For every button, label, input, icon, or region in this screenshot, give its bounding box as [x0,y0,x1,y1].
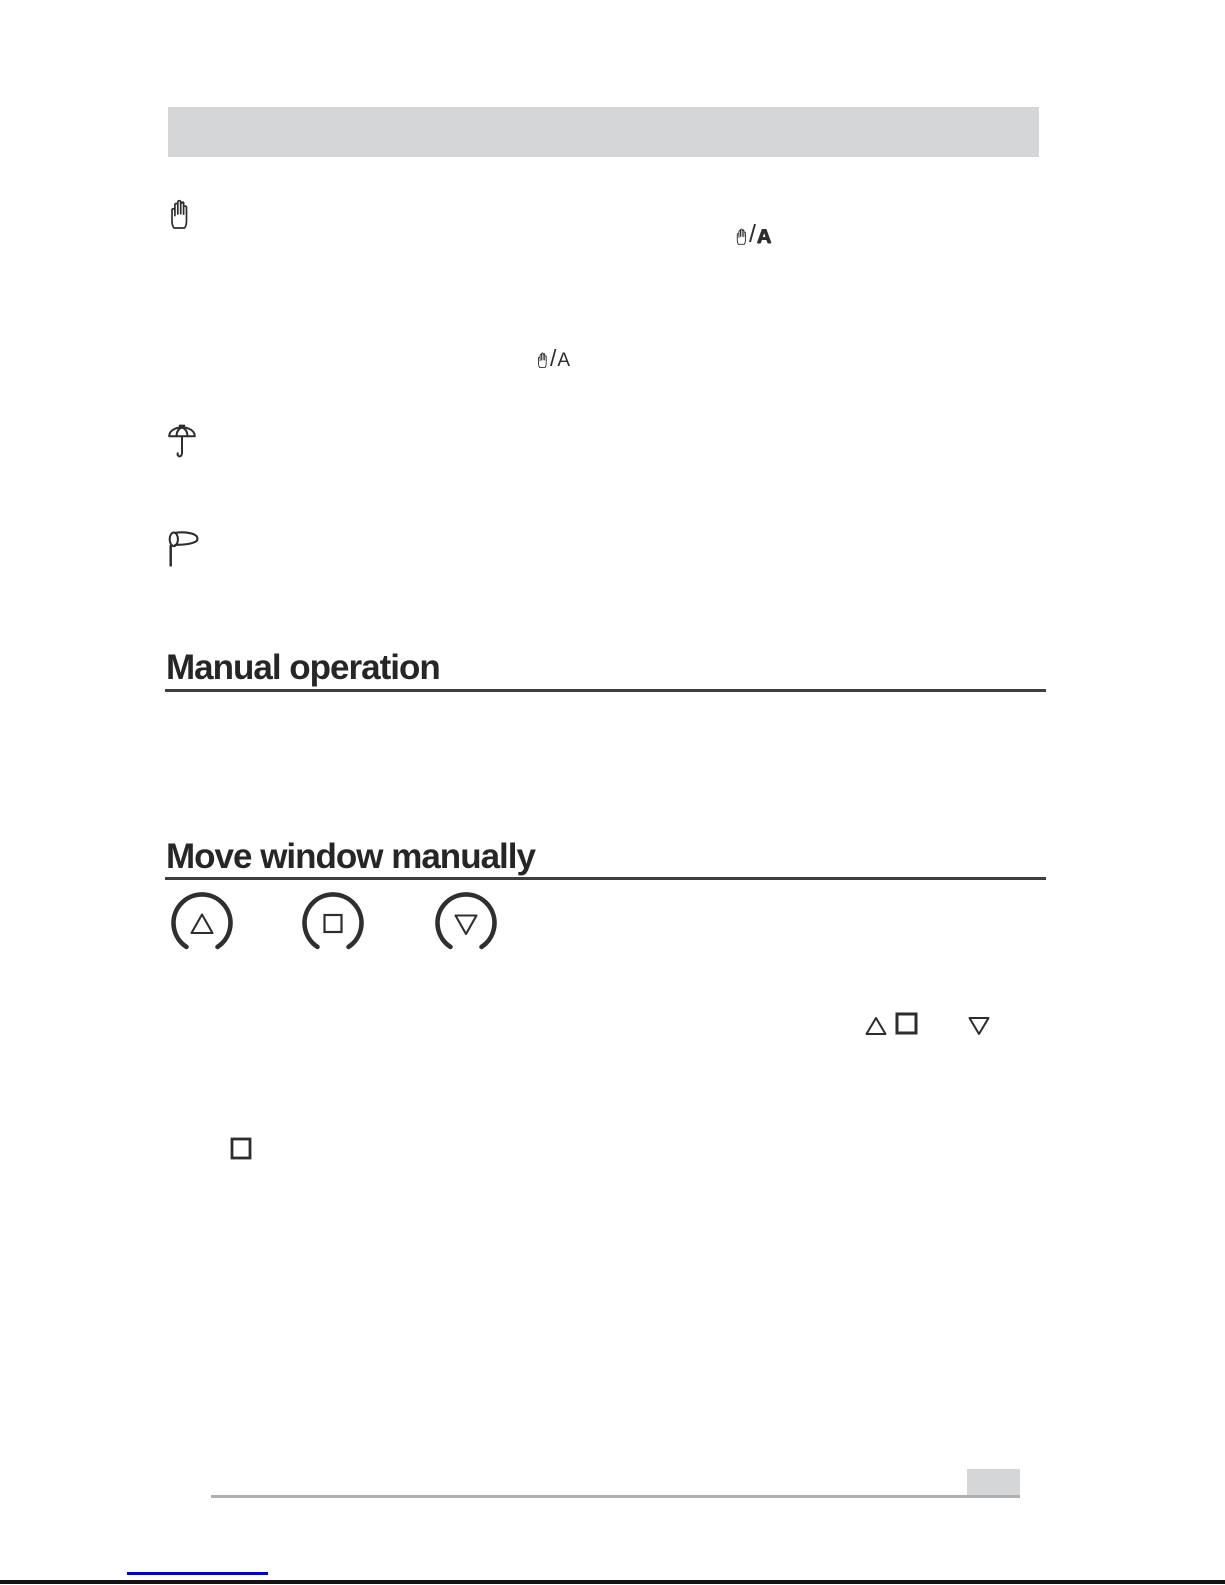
section-title-move-window-manually: Move window manually [166,837,535,876]
manual-auto-icon [735,220,771,247]
hand-icon [735,227,748,246]
hand-icon [166,197,193,231]
windsock-icon [167,530,200,568]
page-number-box [967,1469,1020,1495]
triangle-down-icon [968,1016,990,1036]
chapter-header-bar [168,107,1039,157]
knob-stop-button-icon [300,892,366,958]
page-bottom-edge [0,1580,1225,1584]
footer-rule [211,1495,1020,1498]
knob-lower-button-icon [433,892,499,958]
knob-raise-button-icon [169,892,235,958]
auto-letter: A [756,226,772,248]
square-icon [895,1012,918,1035]
section-rule [165,877,1046,880]
hyperlink-underline[interactable] [127,1572,268,1575]
triangle-up-icon [865,1016,887,1036]
slash-glyph: / [749,220,756,248]
slash-glyph: / [550,345,557,371]
auto-letter: A [557,350,571,371]
hand-icon [536,351,549,369]
manual-auto-icon [536,345,570,370]
square-icon [230,1137,252,1160]
umbrella-icon [167,423,197,460]
section-title-manual-operation: Manual operation [166,648,440,687]
section-rule [165,689,1046,692]
